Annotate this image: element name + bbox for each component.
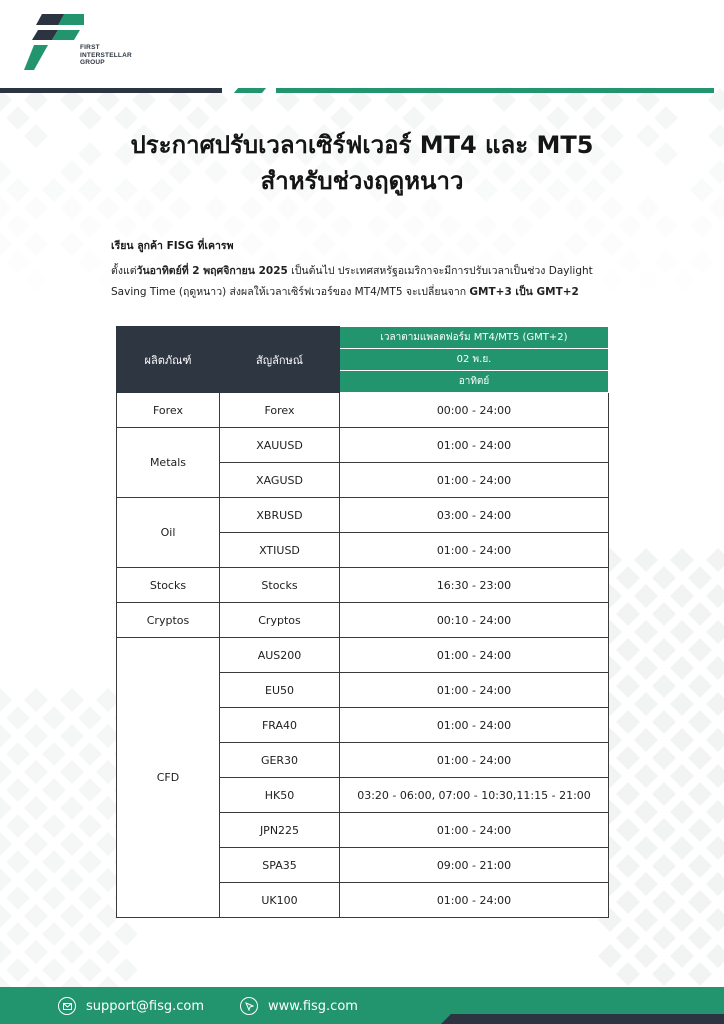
pattern-diamond bbox=[294, 214, 318, 238]
pattern-diamond bbox=[688, 638, 712, 662]
pattern-diamond bbox=[688, 854, 712, 878]
pattern-diamond bbox=[24, 760, 48, 784]
pattern-diamond bbox=[636, 268, 660, 292]
pattern-diamond bbox=[688, 710, 712, 734]
pattern-diamond bbox=[634, 908, 658, 932]
pattern-diamond bbox=[78, 250, 102, 274]
pattern-diamond bbox=[688, 818, 712, 842]
pattern-diamond bbox=[42, 706, 66, 730]
pattern-diamond bbox=[42, 958, 66, 982]
pattern-diamond bbox=[24, 868, 48, 892]
symbol-cell: GER30 bbox=[220, 743, 340, 778]
pattern-diamond bbox=[42, 886, 66, 910]
brand-line-2: INTERSTELLAR bbox=[80, 51, 132, 59]
pattern-diamond bbox=[706, 872, 724, 896]
pattern-diamond bbox=[706, 656, 724, 680]
pattern-diamond bbox=[670, 692, 694, 716]
table-row bbox=[117, 428, 609, 463]
pattern-diamond bbox=[616, 962, 640, 986]
pattern-diamond bbox=[60, 196, 84, 220]
symbol-cell: AUS200 bbox=[220, 638, 340, 673]
pattern-diamond bbox=[204, 196, 228, 220]
pattern-diamond bbox=[24, 832, 48, 856]
pattern-diamond bbox=[24, 724, 48, 748]
symbol-cell: XBRUSD bbox=[220, 498, 340, 533]
pattern-diamond bbox=[6, 778, 30, 802]
pattern-diamond bbox=[616, 890, 640, 914]
pattern-diamond bbox=[456, 232, 480, 256]
pattern-diamond bbox=[42, 778, 66, 802]
brand-name bbox=[80, 44, 132, 67]
pattern-diamond bbox=[690, 250, 714, 274]
pattern-diamond bbox=[78, 706, 102, 730]
pattern-diamond bbox=[330, 214, 354, 238]
pattern-diamond bbox=[654, 214, 678, 238]
footer-email-text[interactable]: support@fisg.com bbox=[86, 998, 205, 1014]
pattern-diamond bbox=[24, 268, 48, 292]
pattern-diamond bbox=[312, 196, 336, 220]
pattern-diamond bbox=[706, 836, 724, 860]
pattern-diamond bbox=[616, 854, 640, 878]
hours-cell: 01:00 - 24:00 bbox=[340, 708, 609, 743]
pattern-diamond bbox=[0, 232, 12, 256]
pattern-diamond bbox=[688, 602, 712, 626]
pattern-diamond bbox=[652, 566, 676, 590]
pattern-diamond bbox=[6, 958, 30, 982]
pattern-diamond bbox=[690, 214, 714, 238]
pattern-diamond bbox=[420, 196, 444, 220]
pattern-diamond bbox=[6, 814, 30, 838]
pattern-diamond bbox=[634, 656, 658, 680]
para-date: วันอาทิตย์ที่ 2 พฤศจิกายน 2025 bbox=[136, 265, 288, 277]
pattern-diamond bbox=[24, 904, 48, 928]
pattern-diamond bbox=[618, 214, 642, 238]
pattern-diamond bbox=[60, 940, 84, 964]
symbol-cell: XAUUSD bbox=[220, 428, 340, 463]
pattern-diamond bbox=[0, 724, 12, 748]
header-symbol: สัญลักษณ์ bbox=[220, 327, 340, 393]
pattern-diamond bbox=[706, 548, 724, 572]
pattern-diamond bbox=[6, 706, 30, 730]
pattern-diamond bbox=[78, 958, 102, 982]
pattern-diamond bbox=[24, 796, 48, 820]
fisg-logo bbox=[24, 12, 84, 72]
product-cell: Forex bbox=[117, 393, 220, 428]
pattern-diamond bbox=[114, 214, 138, 238]
header-product: ผลิตภัณฑ์ bbox=[117, 327, 220, 393]
para-text-2: เป็นต้นไป ประเทศสหรัฐอเมริกาจะมีการปรับเวลาเป็นช่วง Daylight Saving Time (ฤดูหนาว) ส่งผลให้เวลาเซิร์ฟเวอร์ของ MT4/MT5 จะเปลี่ยนจาก bbox=[111, 265, 593, 298]
header-platform-time: เวลาตามแพลตฟอร์ม MT4/MT5 (GMT+2) bbox=[340, 327, 609, 349]
trading-hours-table bbox=[116, 326, 609, 918]
hours-cell: 01:00 - 24:00 bbox=[340, 673, 609, 708]
pattern-diamond bbox=[0, 940, 12, 964]
title-line-2: สำหรับช่วงฤดูหนาว bbox=[260, 167, 464, 195]
hours-cell: 00:10 - 24:00 bbox=[340, 603, 609, 638]
pattern-diamond bbox=[706, 800, 724, 824]
pattern-diamond bbox=[0, 760, 12, 784]
pattern-diamond bbox=[60, 724, 84, 748]
pattern-diamond bbox=[670, 836, 694, 860]
greeting: เรียน ลูกค้า FISG ที่เคารพ bbox=[111, 240, 234, 252]
hours-cell: 01:00 - 24:00 bbox=[340, 813, 609, 848]
pattern-diamond bbox=[670, 620, 694, 644]
pattern-diamond bbox=[6, 742, 30, 766]
pattern-diamond bbox=[78, 214, 102, 238]
pattern-diamond bbox=[78, 850, 102, 874]
pattern-diamond bbox=[6, 922, 30, 946]
pattern-diamond bbox=[706, 584, 724, 608]
pattern-diamond bbox=[6, 886, 30, 910]
hours-cell: 01:00 - 24:00 bbox=[340, 638, 609, 673]
pattern-diamond bbox=[582, 214, 606, 238]
pattern-diamond bbox=[0, 796, 12, 820]
pattern-diamond bbox=[438, 214, 462, 238]
pattern-diamond bbox=[0, 196, 12, 220]
pattern-diamond bbox=[96, 196, 120, 220]
symbol-cell: SPA35 bbox=[220, 848, 340, 883]
pattern-diamond bbox=[688, 962, 712, 986]
pattern-diamond bbox=[616, 638, 640, 662]
pattern-diamond bbox=[670, 728, 694, 752]
pattern-diamond bbox=[616, 746, 640, 770]
pattern-diamond bbox=[150, 214, 174, 238]
pattern-diamond bbox=[222, 214, 246, 238]
symbol-cell: XAGUSD bbox=[220, 463, 340, 498]
pattern-diamond bbox=[96, 940, 120, 964]
pattern-diamond bbox=[60, 796, 84, 820]
pattern-diamond bbox=[634, 692, 658, 716]
pattern-diamond bbox=[420, 232, 444, 256]
pattern-diamond bbox=[24, 196, 48, 220]
pattern-diamond bbox=[670, 584, 694, 608]
pattern-diamond bbox=[616, 710, 640, 734]
header-bar-green bbox=[276, 88, 714, 93]
hours-cell: 00:00 - 24:00 bbox=[340, 393, 609, 428]
pattern-diamond bbox=[510, 214, 534, 238]
title-line-1: ประกาศปรับเวลาเซิร์ฟเวอร์ MT4 และ MT5 bbox=[130, 131, 594, 159]
pattern-diamond bbox=[0, 832, 12, 856]
pattern-diamond bbox=[60, 688, 84, 712]
table-row bbox=[117, 393, 609, 428]
pattern-diamond bbox=[0, 688, 12, 712]
symbol-cell: JPN225 bbox=[220, 813, 340, 848]
pattern-diamond bbox=[474, 214, 498, 238]
pattern-diamond bbox=[634, 620, 658, 644]
pattern-diamond bbox=[652, 782, 676, 806]
symbol-cell: UK100 bbox=[220, 883, 340, 918]
pattern-diamond bbox=[312, 232, 336, 256]
table-row bbox=[117, 638, 609, 673]
pattern-diamond bbox=[0, 904, 12, 928]
pattern-diamond bbox=[688, 746, 712, 770]
hours-cell: 01:00 - 24:00 bbox=[340, 883, 609, 918]
pattern-diamond bbox=[402, 214, 426, 238]
pattern-diamond bbox=[132, 196, 156, 220]
pattern-diamond bbox=[688, 674, 712, 698]
pattern-diamond bbox=[240, 232, 264, 256]
pattern-diamond bbox=[634, 872, 658, 896]
table-row bbox=[117, 568, 609, 603]
pattern-diamond bbox=[600, 232, 624, 256]
pattern-diamond bbox=[6, 250, 30, 274]
header-bar-accent bbox=[234, 88, 266, 93]
pattern-diamond bbox=[688, 566, 712, 590]
symbol-cell: EU50 bbox=[220, 673, 340, 708]
pattern-diamond bbox=[616, 782, 640, 806]
pattern-diamond bbox=[60, 868, 84, 892]
header-day: อาทิตย์ bbox=[340, 371, 609, 393]
pattern-diamond bbox=[654, 250, 678, 274]
pattern-diamond bbox=[78, 778, 102, 802]
product-cell: Stocks bbox=[117, 568, 220, 603]
hours-cell: 01:00 - 24:00 bbox=[340, 428, 609, 463]
pattern-diamond bbox=[616, 926, 640, 950]
pattern-diamond bbox=[670, 764, 694, 788]
footer-website[interactable] bbox=[240, 995, 358, 1017]
pattern-diamond bbox=[670, 908, 694, 932]
brand-line-1: FIRST bbox=[80, 44, 100, 51]
footer-email[interactable] bbox=[58, 995, 204, 1017]
pattern-diamond bbox=[24, 688, 48, 712]
symbol-cell: HK50 bbox=[220, 778, 340, 813]
pattern-diamond bbox=[652, 962, 676, 986]
pattern-diamond bbox=[706, 692, 724, 716]
pattern-diamond bbox=[78, 742, 102, 766]
pattern-diamond bbox=[616, 602, 640, 626]
pattern-diamond bbox=[60, 832, 84, 856]
pattern-diamond bbox=[618, 250, 642, 274]
pattern-diamond bbox=[42, 922, 66, 946]
table-body bbox=[117, 393, 609, 918]
symbol-cell: FRA40 bbox=[220, 708, 340, 743]
pattern-diamond bbox=[706, 764, 724, 788]
hours-cell: 16:30 - 23:00 bbox=[340, 568, 609, 603]
pattern-diamond bbox=[24, 940, 48, 964]
para-timezone-change: GMT+3 เป็น GMT+2 bbox=[469, 286, 579, 298]
hours-cell: 01:00 - 24:00 bbox=[340, 463, 609, 498]
pattern-diamond bbox=[634, 944, 658, 968]
product-cell: Metals bbox=[117, 428, 220, 498]
footer-accent bbox=[456, 1014, 724, 1024]
pattern-diamond bbox=[616, 818, 640, 842]
pattern-diamond bbox=[634, 800, 658, 824]
cursor-icon bbox=[240, 997, 258, 1015]
pattern-diamond bbox=[366, 214, 390, 238]
pattern-diamond bbox=[60, 232, 84, 256]
pattern-diamond bbox=[24, 232, 48, 256]
pattern-diamond bbox=[670, 872, 694, 896]
header-bar-dark bbox=[0, 88, 222, 93]
pattern-diamond bbox=[42, 742, 66, 766]
pattern-diamond bbox=[528, 196, 552, 220]
pattern-diamond bbox=[616, 566, 640, 590]
pattern-diamond bbox=[598, 944, 622, 968]
pattern-diamond bbox=[564, 232, 588, 256]
announcement-paragraph bbox=[111, 261, 611, 303]
pattern-diamond bbox=[672, 268, 696, 292]
pattern-diamond bbox=[670, 548, 694, 572]
header-date: 02 พ.ย. bbox=[340, 349, 609, 371]
symbol-cell: XTIUSD bbox=[220, 533, 340, 568]
pattern-diamond bbox=[706, 728, 724, 752]
pattern-diamond bbox=[60, 760, 84, 784]
pattern-diamond bbox=[652, 674, 676, 698]
pattern-diamond bbox=[384, 232, 408, 256]
pattern-diamond bbox=[634, 548, 658, 572]
pattern-diamond bbox=[42, 814, 66, 838]
pattern-diamond bbox=[652, 638, 676, 662]
pattern-diamond bbox=[652, 602, 676, 626]
pattern-diamond bbox=[652, 818, 676, 842]
pattern-diamond bbox=[616, 674, 640, 698]
pattern-diamond bbox=[634, 728, 658, 752]
hours-cell: 03:20 - 06:00, 07:00 - 10:30,11:15 - 21:00 bbox=[340, 778, 609, 813]
pattern-diamond bbox=[78, 922, 102, 946]
symbol-cell: Cryptos bbox=[220, 603, 340, 638]
brand-line-3: GROUP bbox=[80, 59, 105, 66]
pattern-diamond bbox=[42, 850, 66, 874]
pattern-diamond bbox=[0, 868, 12, 892]
hours-cell: 09:00 - 21:00 bbox=[340, 848, 609, 883]
pattern-diamond bbox=[168, 196, 192, 220]
pattern-diamond bbox=[652, 926, 676, 950]
page-title bbox=[0, 127, 724, 199]
symbol-cell: Stocks bbox=[220, 568, 340, 603]
pattern-diamond bbox=[78, 886, 102, 910]
hours-cell: 01:00 - 24:00 bbox=[340, 533, 609, 568]
pattern-diamond bbox=[706, 620, 724, 644]
product-cell: Cryptos bbox=[117, 603, 220, 638]
pattern-diamond bbox=[564, 196, 588, 220]
symbol-cell: Forex bbox=[220, 393, 340, 428]
pattern-diamond bbox=[6, 850, 30, 874]
pattern-diamond bbox=[276, 196, 300, 220]
pattern-diamond bbox=[492, 232, 516, 256]
pattern-diamond bbox=[60, 904, 84, 928]
pattern-diamond bbox=[600, 196, 624, 220]
pattern-diamond bbox=[634, 764, 658, 788]
pattern-diamond bbox=[652, 890, 676, 914]
table-row bbox=[117, 498, 609, 533]
pattern-diamond bbox=[670, 944, 694, 968]
hours-cell: 03:00 - 24:00 bbox=[340, 498, 609, 533]
pattern-diamond bbox=[688, 890, 712, 914]
pattern-diamond bbox=[78, 814, 102, 838]
pattern-diamond bbox=[670, 800, 694, 824]
pattern-diamond bbox=[6, 214, 30, 238]
mail-icon bbox=[58, 997, 76, 1015]
pattern-diamond bbox=[634, 584, 658, 608]
pattern-diamond bbox=[652, 710, 676, 734]
pattern-diamond bbox=[258, 214, 282, 238]
pattern-diamond bbox=[688, 926, 712, 950]
pattern-diamond bbox=[652, 746, 676, 770]
pattern-diamond bbox=[670, 656, 694, 680]
pattern-diamond bbox=[634, 836, 658, 860]
pattern-diamond bbox=[652, 854, 676, 878]
pattern-diamond bbox=[706, 908, 724, 932]
pattern-diamond bbox=[708, 196, 724, 220]
pattern-diamond bbox=[240, 196, 264, 220]
pattern-diamond bbox=[114, 922, 138, 946]
footer-website-text[interactable]: www.fisg.com bbox=[268, 998, 358, 1014]
pattern-diamond bbox=[688, 782, 712, 806]
pattern-diamond bbox=[114, 958, 138, 982]
product-cell: CFD bbox=[117, 638, 220, 918]
para-text-1: ตั้งแต่ bbox=[111, 265, 137, 277]
pattern-diamond bbox=[384, 196, 408, 220]
product-cell: Oil bbox=[117, 498, 220, 568]
pattern-diamond bbox=[706, 944, 724, 968]
pattern-diamond bbox=[636, 196, 660, 220]
hours-cell: 01:00 - 24:00 bbox=[340, 743, 609, 778]
table-row bbox=[117, 603, 609, 638]
